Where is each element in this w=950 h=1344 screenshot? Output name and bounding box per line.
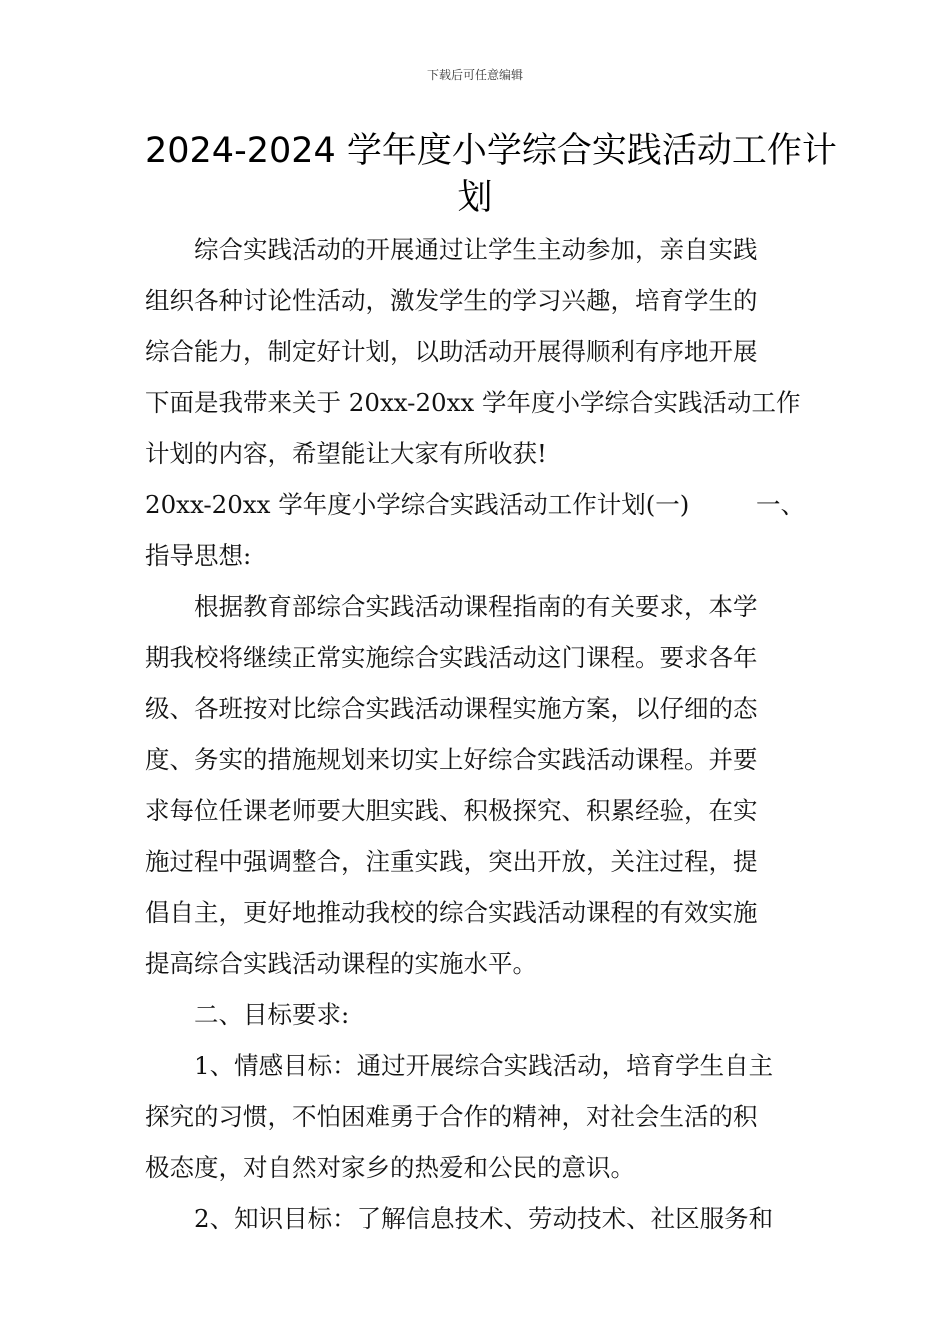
intro-line: 综合能力，制定好计划，以助活动开展得顺利有序地开展 bbox=[145, 337, 758, 366]
document-body bbox=[145, 224, 805, 1244]
plan-heading-number: 一、 bbox=[756, 490, 805, 519]
goal-1-line: 探究的习惯，不怕困难勇于合作的精神，对社会生活的积 bbox=[145, 1102, 758, 1131]
title-line-1: 2024-2024 学年度小学综合实践活动工作计 bbox=[145, 131, 837, 171]
goal-1-line: 极态度，对自然对家乡的热爱和公民的意识。 bbox=[145, 1153, 635, 1182]
section-1-label: 指导思想: bbox=[145, 541, 252, 570]
intro-line: 计划的内容，希望能让大家有所收获! bbox=[145, 439, 547, 468]
goal-2-line: 2、知识目标：了解信息技术、劳动技术、社区服务和 bbox=[194, 1204, 774, 1233]
goal-1-line: 1、情感目标：通过开展综合实践活动，培育学生自主 bbox=[194, 1051, 774, 1080]
intro-line: 组织各种讨论性活动，激发学生的学习兴趣，培育学生的 bbox=[145, 286, 758, 315]
plan-heading-title: 20xx-20xx 学年度小学综合实践活动工作计划(一) bbox=[145, 490, 690, 519]
section-1-line: 期我校将继续正常实施综合实践活动这门课程。要求各年 bbox=[145, 643, 758, 672]
title-line-2: 划 bbox=[457, 178, 493, 218]
section-1-line: 度、务实的措施规划来切实上好综合实践活动课程。并要 bbox=[145, 745, 758, 774]
section-1-line: 求每位任课老师要大胆实践、积极探究、积累经验，在实 bbox=[145, 796, 758, 825]
document-title bbox=[145, 128, 837, 222]
section-1-line: 倡自主，更好地推动我校的综合实践活动课程的有效实施 bbox=[145, 898, 758, 927]
section-2-label: 二、目标要求: bbox=[194, 1000, 350, 1029]
section-1-line: 级、各班按对比综合实践活动课程实施方案，以仔细的态 bbox=[145, 694, 758, 723]
intro-line: 下面是我带来关于 20xx-20xx 学年度小学综合实践活动工作 bbox=[145, 388, 801, 417]
section-1-line: 根据教育部综合实践活动课程指南的有关要求，本学 bbox=[194, 592, 758, 621]
page-header: 下载后可任意编辑 bbox=[426, 68, 523, 82]
intro-line: 综合实践活动的开展通过让学生主动参加，亲自实践 bbox=[194, 235, 758, 264]
plan-heading bbox=[145, 479, 805, 530]
section-1-line: 提高综合实践活动课程的实施水平。 bbox=[145, 949, 537, 978]
section-1-line: 施过程中强调整合，注重实践，突出开放，关注过程，提 bbox=[145, 847, 758, 876]
